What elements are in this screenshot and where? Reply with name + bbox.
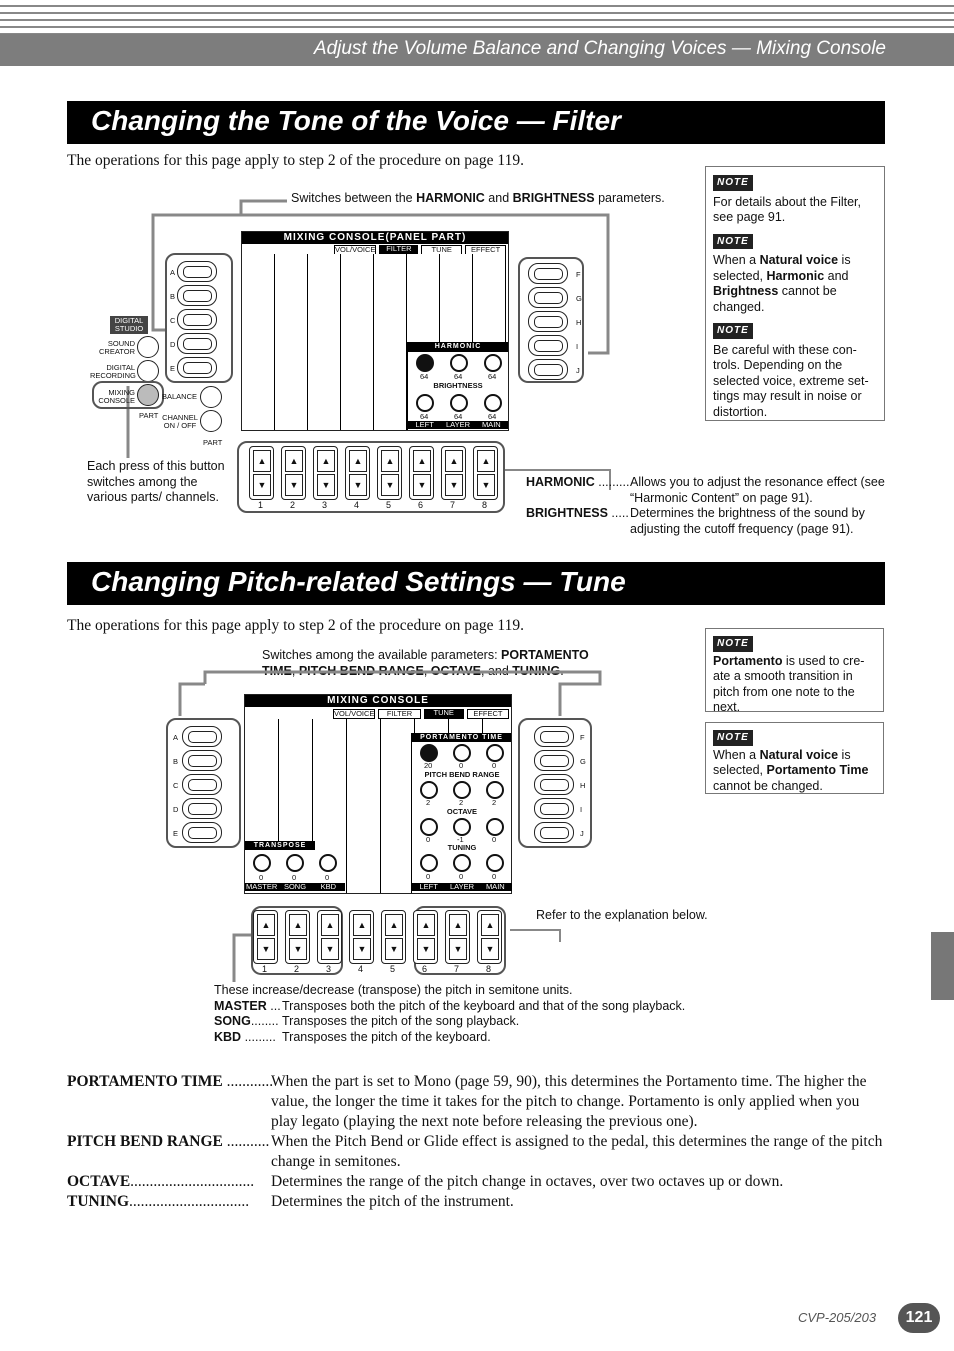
sound-creator-label: SOUND CREATOR: [99, 339, 135, 356]
button-h: [534, 774, 574, 795]
slider-number: 1: [262, 964, 268, 974]
lcd-tab: VOL/VOICE: [334, 709, 375, 718]
harmonic-value: 64: [488, 372, 497, 381]
lcd-tab: FILTER: [378, 709, 420, 719]
harmonic-value: 64: [420, 372, 429, 381]
pitch-bend-knob: [486, 781, 504, 799]
slider-number: 8: [482, 500, 488, 510]
note-bold: Portamento: [713, 653, 783, 668]
slider-2: [285, 910, 310, 964]
slider-6: [413, 910, 438, 964]
tune-params-block: [411, 733, 511, 893]
letter-a: A: [173, 733, 179, 742]
filter-callout-harmonic: HARMONIC: [416, 191, 485, 205]
def-dots: .........: [594, 475, 630, 489]
slider-number: 2: [290, 500, 296, 510]
slider-number: 7: [454, 964, 460, 974]
note-frag: is used to cre-ate a smooth transition in pitch from one note to the next.: [713, 653, 865, 714]
note-frag: cannot be changed.: [713, 778, 823, 793]
slider-3: [317, 910, 342, 964]
button-b: [182, 750, 222, 771]
note-text: [713, 748, 876, 795]
transpose-intro: These increase/decrease (transpose) the pitch in semitone units.: [214, 983, 573, 997]
letter-h: H: [576, 318, 582, 327]
letter-b: B: [170, 292, 176, 301]
transpose-knob-song: [286, 854, 304, 872]
def-dots: .....: [607, 506, 629, 520]
letter-f: F: [576, 270, 581, 279]
tune-callout-bold: TUNING: [512, 663, 561, 678]
slider-4: [349, 910, 374, 964]
note-icon: NOTE: [713, 234, 753, 250]
param-term: PORTAMENTO TIME: [67, 1073, 223, 1090]
transpose-term: KBD: [214, 1029, 242, 1044]
transpose-text: Transposes the pitch of the song playback.: [282, 1014, 520, 1028]
tuning-value: 0: [426, 872, 431, 881]
harmonic-label: HARMONIC: [408, 342, 508, 352]
transpose-term: SONG: [214, 1014, 251, 1028]
slider-7: [445, 910, 470, 964]
note-frag: cannot be changed.: [713, 284, 837, 314]
tune-callout-text: ,: [423, 663, 431, 678]
slider-number: 1: [258, 500, 264, 510]
note-text: Be careful with these con-trols. Depending on the selected voice, extreme set-tings may result in noise or distortion.: [713, 342, 869, 419]
tune-right-buttons: [518, 718, 592, 848]
filter-callout-text: parameters.: [594, 191, 665, 205]
tune-left-buttons: [166, 718, 241, 848]
mixing-console-label: MIXING CONSOLE: [98, 388, 135, 405]
transpose-text: Transposes both the pitch of the keyboard and that of the song playback.: [282, 998, 686, 1013]
def-term-brightness: BRIGHTNESS: [526, 506, 608, 520]
octave-value: 0: [492, 835, 497, 844]
param-text: When the Pitch Bend or Glide effect is assigned to the pedal, this determines the range of the pitch change in semitones.: [271, 1133, 883, 1170]
transpose-text: Transposes the pitch of the keyboard.: [282, 1029, 491, 1044]
transpose-knob-kbd: [319, 854, 337, 872]
part-label: PART: [139, 411, 159, 420]
filter-intro: The operations for this page apply to step 2 of the procedure on page 119.: [67, 152, 524, 169]
filter-lcd-title: MIXING CONSOLE(PANEL PART): [242, 232, 508, 244]
tune-lcd-title: MIXING CONSOLE: [245, 695, 511, 707]
octave-value: -1: [457, 835, 464, 844]
tuning-knob: [486, 854, 504, 872]
part-label-main: MAIN: [485, 882, 505, 891]
slider-number: 2: [294, 964, 300, 974]
harmonic-value: 64: [454, 372, 463, 381]
transpose-part: MASTER: [246, 882, 278, 891]
each-press-caption: Each press of this button switches among the various parts/ channels.: [87, 459, 225, 504]
tune-note-2: [705, 722, 884, 794]
def-term-harmonic: HARMONIC: [526, 475, 595, 489]
def-dots: ............: [222, 1073, 274, 1090]
octave-knob: [453, 818, 471, 836]
letter-j: J: [580, 829, 584, 838]
tuning-knob: [453, 854, 471, 872]
lcd-tab: EFFECT: [465, 245, 506, 255]
def-text-harmonic: Allows you to adjust the resonance effect (see “Harmonic Content” on page 91).: [630, 475, 885, 505]
button-d: [182, 798, 222, 819]
slider-1: [253, 910, 278, 964]
transpose-parts: [245, 883, 345, 891]
lcd-tab: EFFECT: [467, 709, 509, 719]
pitch-bend-knob: [420, 781, 438, 799]
button-a: [182, 726, 222, 747]
tune-callout-bold: PITCH BEND RANGE: [298, 663, 424, 678]
lcd-tab-active: FILTER: [379, 245, 418, 255]
button-e: [182, 822, 222, 843]
tuning-value: 0: [459, 872, 464, 881]
model-label: CVP-205/203: [798, 1310, 877, 1325]
brightness-value: 64: [420, 412, 429, 421]
slider-number: 4: [354, 500, 360, 510]
slider-number: 7: [450, 500, 456, 510]
tuning-knob: [420, 854, 438, 872]
def-dots: ................................: [130, 1173, 255, 1190]
slider-number: 5: [390, 964, 396, 974]
letter-f: F: [580, 733, 585, 742]
portamento-value: 0: [492, 761, 497, 770]
filter-section-title: Changing the Tone of the Voice — Filter: [91, 105, 621, 136]
letter-c: C: [173, 781, 179, 790]
tune-callout-bold: PORTAMENTO TIME: [262, 648, 589, 678]
param-text: When the part is set to Mono (page 59, 90), this determines the Portamento time. The higher the value, the longer the time it takes for the pitch to change. Portamento is only applied when you play legato (playing the next note before releasing the previous one).: [271, 1073, 867, 1130]
pitch-bend-knob: [453, 781, 471, 799]
button-j: [534, 822, 574, 843]
tuning-value: 0: [492, 872, 497, 881]
button-i: [534, 798, 574, 819]
filter-callout-text: and: [484, 191, 513, 205]
button-g: [534, 750, 574, 771]
note-frag: and: [824, 268, 849, 283]
def-dots: .........: [241, 1029, 276, 1044]
note-icon: NOTE: [713, 175, 753, 191]
letter-h: H: [580, 781, 586, 790]
letter-j: J: [576, 366, 580, 375]
letter-a: A: [170, 268, 176, 277]
note-frag: When a: [713, 747, 760, 762]
transpose-value: 0: [292, 873, 297, 882]
tune-callout-text: .: [560, 663, 564, 678]
tune-callout-bold: OCTAVE: [430, 663, 482, 678]
portamento-value: 20: [424, 761, 433, 770]
def-dots: ...........: [222, 1133, 270, 1150]
balance-label: BALANCE: [162, 392, 198, 401]
octave-knob: [420, 818, 438, 836]
transpose-term: MASTER: [214, 998, 267, 1013]
portamento-knob: [453, 744, 471, 762]
button-c: [182, 774, 222, 795]
note-text: For details about the Filter, see page 91.: [713, 194, 861, 224]
param-term: PITCH BEND RANGE: [67, 1133, 223, 1150]
octave-label: OCTAVE: [446, 807, 478, 816]
note-icon: NOTE: [713, 323, 753, 339]
note-bold: Harmonic: [766, 268, 825, 283]
transpose-value: 0: [259, 873, 264, 882]
transpose-value: 0: [325, 873, 330, 882]
filter-callout-text: Switches between the: [291, 191, 417, 205]
lcd-tab: VOL/VOICE: [335, 245, 376, 254]
slider-number: 3: [326, 964, 332, 974]
tune-parameter-definitions: [67, 1072, 885, 1212]
param-text: Determines the pitch of the instrument.: [271, 1193, 514, 1210]
running-header-title: Adjust the Volume Balance and Changing Voices — Mixing Console: [313, 38, 886, 59]
digital-recording-label: DIGITAL RECORDING: [90, 363, 136, 380]
transpose-knob-master: [253, 854, 271, 872]
letter-g: G: [576, 294, 582, 303]
note-bold: Brightness: [713, 284, 779, 298]
param-text: Determines the range of the pitch change in octaves, over two octaves up or down.: [271, 1173, 784, 1190]
letter-g: G: [580, 757, 586, 766]
def-dots: ...: [266, 998, 281, 1013]
portamento-knob: [420, 744, 438, 762]
letter-e: E: [170, 364, 176, 373]
brightness-label: BRIGHTNESS: [433, 381, 483, 390]
tune-lcd-tabs: [333, 709, 509, 719]
button-f: [534, 726, 574, 747]
note-bold: Natural voice: [759, 747, 839, 762]
note-icon: NOTE: [713, 636, 753, 652]
part-label-main: MAIN: [481, 420, 501, 429]
tuning-label: TUNING: [447, 843, 477, 852]
letter-i: I: [576, 342, 579, 351]
brightness-value: 64: [454, 412, 463, 421]
tune-section-title: Changing Pitch-related Settings — Tune: [91, 566, 626, 597]
slider-number: 3: [322, 500, 328, 510]
transpose-definitions: [214, 983, 734, 1045]
pitch-bend-label: PITCH BEND RANGE: [424, 770, 500, 779]
note-icon: NOTE: [713, 730, 753, 746]
filter-callout-brightness: BRIGHTNESS: [512, 191, 595, 205]
slider-5: [381, 910, 406, 964]
slider-number: 5: [386, 500, 392, 510]
tune-callout-text: , and: [481, 663, 513, 678]
portamento-value: 0: [459, 761, 464, 770]
lcd-tab-active: TUNE: [424, 709, 464, 719]
letter-d: D: [170, 340, 176, 349]
note-bold: Portamento Time: [766, 763, 869, 777]
transpose-label: TRANSPOSE: [245, 841, 315, 850]
letter-d: D: [173, 805, 179, 814]
slider-number: 8: [486, 964, 492, 974]
page-number: 121: [898, 1303, 940, 1333]
param-term: TUNING: [67, 1193, 130, 1210]
note-frag: is selected,: [713, 747, 851, 777]
note-frag: is selected,: [713, 253, 851, 283]
pitch-bend-value: 2: [492, 798, 497, 807]
transpose-part: KBD: [320, 882, 337, 891]
tune-callout-text: ,: [291, 663, 299, 678]
param-term: OCTAVE: [67, 1173, 131, 1190]
slider-8: [477, 910, 502, 964]
slider-number: 4: [358, 964, 364, 974]
brightness-value: 64: [488, 412, 497, 421]
tune-note-1: [705, 628, 884, 712]
letter-c: C: [170, 316, 176, 325]
part-labels: [412, 883, 512, 891]
tune-intro: The operations for this page apply to step 2 of the procedure on page 119.: [67, 617, 524, 634]
note-frag: When a: [713, 253, 760, 267]
digital-studio-label: DIGITAL STUDIO: [110, 316, 148, 334]
pitch-bend-value: 2: [426, 798, 431, 807]
octave-value: 0: [426, 835, 431, 844]
note-text: [713, 654, 876, 716]
part-label-layer: LAYER: [445, 420, 471, 429]
octave-knob: [486, 818, 504, 836]
def-dots: ........: [250, 1014, 279, 1028]
part2-label: PART: [203, 438, 223, 447]
letter-b: B: [173, 757, 179, 766]
portamento-label: PORTAMENTO TIME: [412, 733, 511, 742]
tune-lcd: [244, 694, 512, 894]
portamento-knob: [486, 744, 504, 762]
letter-e: E: [173, 829, 179, 838]
transpose-block: [245, 841, 345, 893]
slider-number: 6: [418, 500, 424, 510]
channel-onoff-label: CHANNEL ON / OFF: [162, 413, 198, 430]
pitch-bend-value: 2: [459, 798, 464, 807]
transpose-part: SONG: [283, 882, 307, 891]
slider-number: 6: [422, 964, 428, 974]
part-label-left: LEFT: [415, 420, 434, 429]
note-bold: Natural voice: [759, 253, 839, 267]
edge-tab: [931, 932, 954, 1000]
lcd-tab: TUNE: [421, 245, 462, 255]
letter-i: I: [580, 805, 583, 814]
def-text-brightness: Determines the brightness of the sound by adjusting the cutoff frequency (page 91).: [630, 506, 865, 536]
def-dots: ...............................: [129, 1193, 250, 1210]
part-label-left: LEFT: [419, 882, 438, 891]
part-label-layer: LAYER: [449, 882, 475, 891]
refer-caption: Refer to the explanation below.: [536, 908, 708, 922]
tune-callout-text: Switches among the available parameters:: [262, 648, 502, 662]
